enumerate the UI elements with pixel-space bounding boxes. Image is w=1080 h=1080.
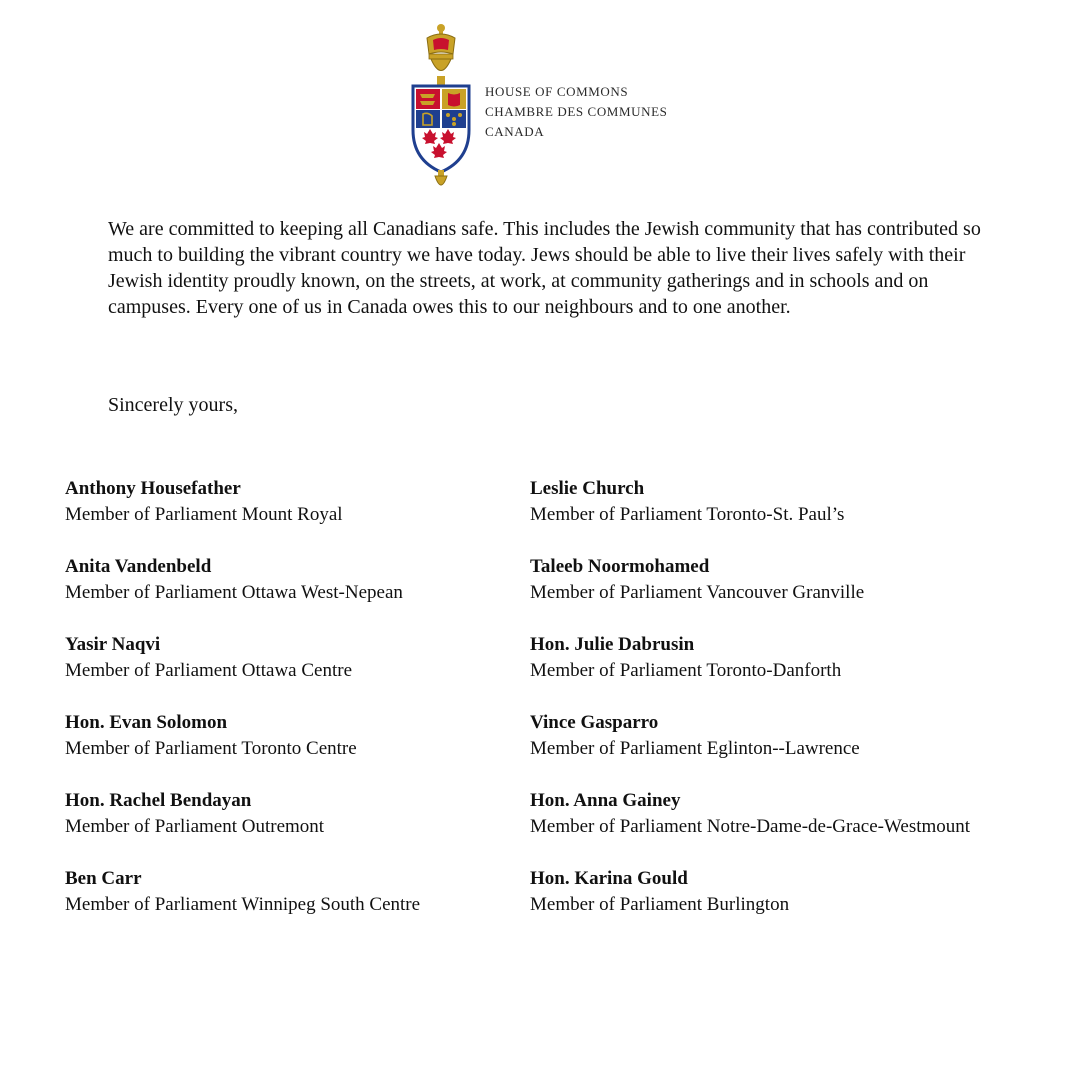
signatory xyxy=(65,788,585,866)
signatory-name: Hon. Rachel Bendayan xyxy=(65,790,252,811)
signatories-left-column xyxy=(65,476,585,944)
signatory-title: Member of Parliament Outremont xyxy=(65,816,325,837)
signatory xyxy=(65,476,585,554)
signatory-title: Member of Parliament Toronto-Danforth xyxy=(530,660,842,681)
signatory xyxy=(65,632,585,710)
signatory-title: Member of Parliament Eglinton--Lawrence xyxy=(530,738,860,759)
signatory-name: Leslie Church xyxy=(530,478,645,499)
signatory-name: Hon. Anna Gainey xyxy=(530,790,681,811)
signatory xyxy=(530,632,1050,710)
signatory xyxy=(530,866,1050,944)
signatory-title: Member of Parliament Notre-Dame-de-Grace-Westmount xyxy=(530,816,971,837)
signatory xyxy=(530,710,1050,788)
letter-closing: Sincerely yours, xyxy=(108,394,238,416)
signatories-right-column xyxy=(530,476,1050,944)
signatory-name: Hon. Karina Gould xyxy=(530,868,688,889)
signatory-title: Member of Parliament Toronto-St. Paul’s xyxy=(530,504,845,525)
signatory-name: Anita Vandenbeld xyxy=(65,556,212,577)
signatory-title: Member of Parliament Winnipeg South Centre xyxy=(65,894,421,915)
signatory-name: Anthony Housefather xyxy=(65,478,241,499)
signatory-name: Vince Gasparro xyxy=(530,712,659,733)
signatory-title: Member of Parliament Mount Royal xyxy=(65,504,343,525)
signatory-name: Hon. Evan Solomon xyxy=(65,712,228,733)
signatory xyxy=(530,788,1050,866)
house-of-commons-crest-icon xyxy=(405,22,477,194)
org-country: CANADA xyxy=(485,124,545,139)
org-name-english: HOUSE OF COMMONS xyxy=(485,84,629,99)
signatory-title: Member of Parliament Burlington xyxy=(530,894,790,915)
signatory-name: Yasir Naqvi xyxy=(65,634,161,655)
organization-name xyxy=(485,82,667,142)
letter-body-paragraph: We are committed to keeping all Canadians safe. This includes the Jewish community that has contributed so much to building the vibrant country we have today. Jews should be able to live their lives safely with their Jewish identity proudly known, on the streets, at work, at community gatherings and in schools and on campuses. Every one of us in Canada owes this to our neighbours and to one another. xyxy=(108,218,981,318)
signatory xyxy=(65,866,585,944)
signatory xyxy=(530,476,1050,554)
org-name-french: CHAMBRE DES COMMUNES xyxy=(485,104,668,119)
signatory-name: Taleeb Noormohamed xyxy=(530,556,710,577)
signatory-title: Member of Parliament Toronto Centre xyxy=(65,738,357,759)
signatory-title: Member of Parliament Ottawa West-Nepean xyxy=(65,582,403,603)
signatory xyxy=(65,554,585,632)
signatory-name: Hon. Julie Dabrusin xyxy=(530,634,695,655)
signatory-title: Member of Parliament Ottawa Centre xyxy=(65,660,353,681)
signatory xyxy=(65,710,585,788)
signatory xyxy=(530,554,1050,632)
signatory-name: Ben Carr xyxy=(65,868,142,889)
letterhead xyxy=(405,22,705,194)
signatory-title: Member of Parliament Vancouver Granville xyxy=(530,582,865,603)
